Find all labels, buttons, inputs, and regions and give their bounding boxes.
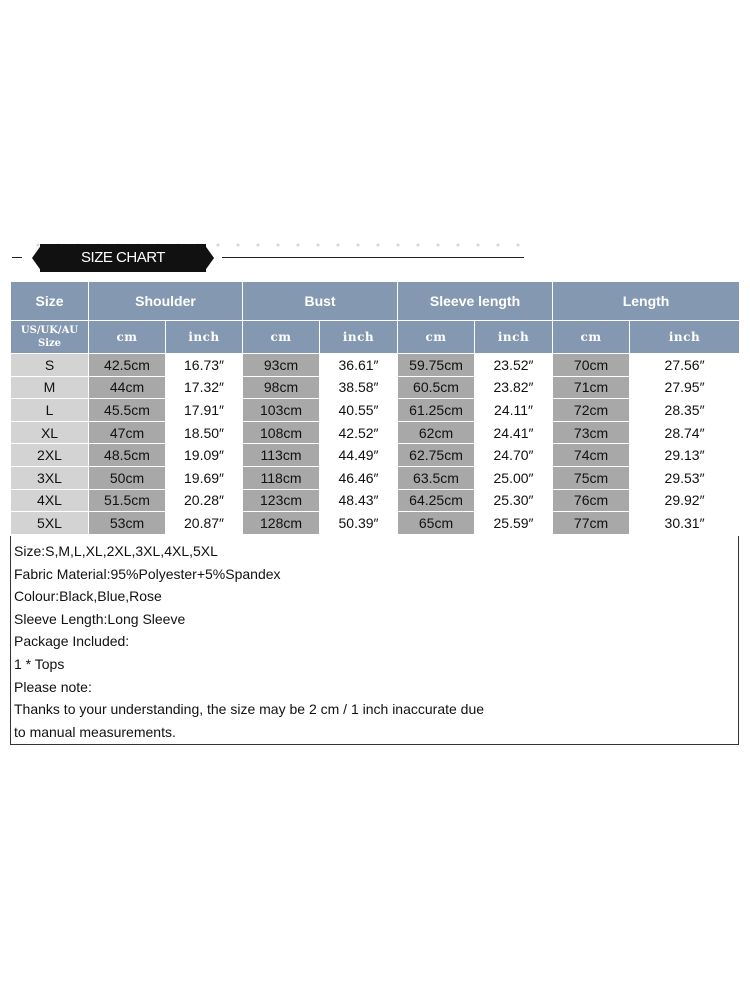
inch-cell: 28.35″ <box>630 399 740 422</box>
size-chart-banner <box>10 240 530 274</box>
inch-cell: 27.95″ <box>630 376 740 399</box>
inch-cell: 38.58″ <box>320 376 398 399</box>
header-size: Size <box>11 282 89 321</box>
inch-cell: 24.11″ <box>475 399 553 422</box>
unit-cm: cm <box>243 321 320 354</box>
inch-cell: 20.28″ <box>166 489 243 512</box>
cm-cell: 64.25cm <box>398 489 475 512</box>
cm-cell: 62cm <box>398 421 475 444</box>
inch-cell: 17.32″ <box>166 376 243 399</box>
banner-title: SIZE CHART <box>40 244 206 272</box>
cm-cell: 62.75cm <box>398 444 475 467</box>
inch-cell: 17.91″ <box>166 399 243 422</box>
size-cell: S <box>11 354 89 377</box>
cm-cell: 76cm <box>553 489 630 512</box>
inch-cell: 29.53″ <box>630 466 740 489</box>
unit-cm: cm <box>398 321 475 354</box>
unit-inch: inch <box>475 321 553 354</box>
product-notes <box>10 536 739 745</box>
inch-cell: 48.43″ <box>320 489 398 512</box>
inch-cell: 24.70″ <box>475 444 553 467</box>
cm-cell: 61.25cm <box>398 399 475 422</box>
cm-cell: 93cm <box>243 354 320 377</box>
inch-cell: 16.73″ <box>166 354 243 377</box>
cm-cell: 123cm <box>243 489 320 512</box>
inch-cell: 44.49″ <box>320 444 398 467</box>
table-row <box>11 354 740 377</box>
cm-cell: 128cm <box>243 512 320 535</box>
size-cell: 2XL <box>11 444 89 467</box>
note-line: Sleeve Length:Long Sleeve <box>14 610 186 627</box>
size-cell: M <box>11 376 89 399</box>
cm-cell: 113cm <box>243 444 320 467</box>
header-shoulder: Shoulder <box>89 282 243 321</box>
unit-cm: cm <box>553 321 630 354</box>
cm-cell: 47cm <box>89 421 166 444</box>
size-cell: 4XL <box>11 489 89 512</box>
size-cell: 3XL <box>11 466 89 489</box>
inch-cell: 23.52″ <box>475 354 553 377</box>
cm-cell: 70cm <box>553 354 630 377</box>
header-row <box>11 282 740 321</box>
cm-cell: 108cm <box>243 421 320 444</box>
note-line: Fabric Material:95%Polyester+5%Spandex <box>14 565 281 582</box>
banner-tag <box>32 244 214 272</box>
inch-cell: 24.41″ <box>475 421 553 444</box>
cm-cell: 77cm <box>553 512 630 535</box>
note-line: Thanks to your understanding, the size may be 2 cm / 1 inch inaccurate due <box>14 701 485 718</box>
cm-cell: 60.5cm <box>398 376 475 399</box>
unit-cm: cm <box>89 321 166 354</box>
inch-cell: 19.09″ <box>166 444 243 467</box>
cm-cell: 59.75cm <box>398 354 475 377</box>
banner-dash <box>12 257 22 258</box>
table-row <box>11 421 740 444</box>
table-row <box>11 399 740 422</box>
inch-cell: 40.55″ <box>320 399 398 422</box>
note-line: Size:S,M,L,XL,2XL,3XL,4XL,5XL <box>14 543 218 559</box>
inch-cell: 23.82″ <box>475 376 553 399</box>
note-line: Please note: <box>14 678 92 695</box>
cm-cell: 53cm <box>89 512 166 535</box>
cm-cell: 73cm <box>553 421 630 444</box>
note-line: to manual measurements. <box>14 723 176 740</box>
cm-cell: 72cm <box>553 399 630 422</box>
header-sleeve-length: Sleeve length <box>398 282 553 321</box>
inch-cell: 18.50″ <box>166 421 243 444</box>
inch-cell: 29.92″ <box>630 489 740 512</box>
table-row <box>11 489 740 512</box>
table-row <box>11 512 740 535</box>
inch-cell: 42.52″ <box>320 421 398 444</box>
header-bust: Bust <box>243 282 398 321</box>
inch-cell: 20.87″ <box>166 512 243 535</box>
table-row <box>11 466 740 489</box>
table-row <box>11 444 740 467</box>
cm-cell: 45.5cm <box>89 399 166 422</box>
inch-cell: 28.74″ <box>630 421 740 444</box>
inch-cell: 50.39″ <box>320 512 398 535</box>
size-cell: L <box>11 399 89 422</box>
inch-cell: 46.46″ <box>320 466 398 489</box>
cm-cell: 48.5cm <box>89 444 166 467</box>
size-chart-table <box>10 281 740 535</box>
size-region-label: US/UK/AU Size <box>11 321 89 354</box>
note-line: 1 * Tops <box>14 655 65 672</box>
inch-cell: 30.31″ <box>630 512 740 535</box>
inch-cell: 19.69″ <box>166 466 243 489</box>
size-cell: XL <box>11 421 89 444</box>
inch-cell: 27.56″ <box>630 354 740 377</box>
note-line: Package Included: <box>14 633 130 650</box>
cm-cell: 42.5cm <box>89 354 166 377</box>
unit-inch: inch <box>630 321 740 354</box>
inch-cell: 25.00″ <box>475 466 553 489</box>
cm-cell: 98cm <box>243 376 320 399</box>
cm-cell: 118cm <box>243 466 320 489</box>
note-line: Colour:Black,Blue,Rose <box>14 588 162 605</box>
unit-row <box>11 321 740 354</box>
size-cell: 5XL <box>11 512 89 535</box>
inch-cell: 29.13″ <box>630 444 740 467</box>
banner-rule <box>222 257 524 258</box>
cm-cell: 103cm <box>243 399 320 422</box>
cm-cell: 65cm <box>398 512 475 535</box>
cm-cell: 74cm <box>553 444 630 467</box>
cm-cell: 50cm <box>89 466 166 489</box>
inch-cell: 25.59″ <box>475 512 553 535</box>
cm-cell: 71cm <box>553 376 630 399</box>
inch-cell: 25.30″ <box>475 489 553 512</box>
cm-cell: 44cm <box>89 376 166 399</box>
cm-cell: 51.5cm <box>89 489 166 512</box>
size-rows <box>11 354 740 535</box>
unit-inch: inch <box>320 321 398 354</box>
header-length: Length <box>553 282 740 321</box>
cm-cell: 63.5cm <box>398 466 475 489</box>
table-row <box>11 376 740 399</box>
inch-cell: 36.61″ <box>320 354 398 377</box>
banner-arrow-right <box>204 244 214 272</box>
cm-cell: 75cm <box>553 466 630 489</box>
unit-inch: inch <box>166 321 243 354</box>
